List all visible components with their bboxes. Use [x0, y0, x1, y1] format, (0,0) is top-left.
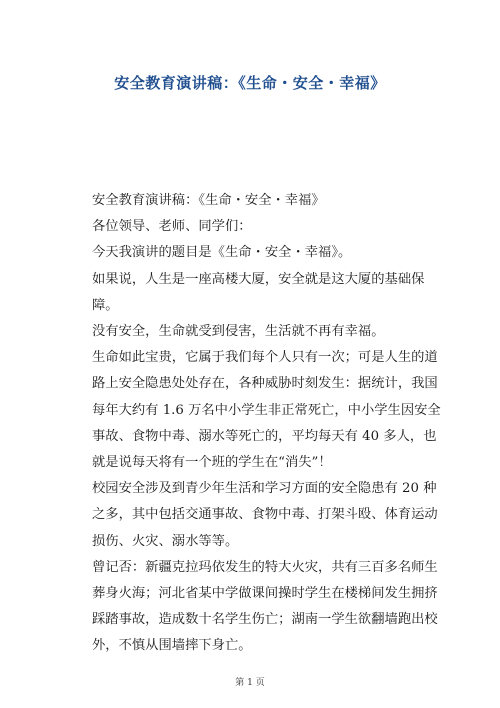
paragraph-statistics: 生命如此宝贵，它属于我们每个人只有一次；可是人生的道路上安全隐患处处存在，各种威胁时刻发生：据统计，我国每年大约有 1.6 万名中小学生非正常死亡，中小学生因安全事故、食物中毒、溺水等死亡的，平均每天有 40 多人，也就是说每天将有一个班的学生在“消失”！: [92, 350, 441, 471]
paragraph-campus-hazards: 校园安全涉及到青少年生活和学习方面的安全隐患有 20 种之多，其中包括交通事故、食物中毒、打架斗殴、体育运动损伤、火灾、溺水等等。: [92, 481, 438, 549]
paragraph-no-safety: 没有安全，生命就受到侵害，生活就不再有幸福。: [92, 324, 385, 340]
page-number: 第 1 页: [235, 678, 265, 688]
paragraph-metaphor: 如果说，人生是一座高楼大厦，安全就是这大厦的基础保障。: [92, 271, 425, 313]
document-body: [92, 188, 444, 660]
document-title: 安全教育演讲稿：《生命・安全・幸福》: [114, 74, 386, 92]
paragraph-topic: 今天我演讲的题目是《生命・安全・幸福》。: [92, 245, 352, 261]
paragraph-incidents: 曾记否：新疆克拉玛依发生的特大火灾，共有三百多名师生葬身火海；河北省某中学做课间操时学生在楼梯间发生拥挤踩踏事故，造成数十名学生伤亡；湖南一学生欲翻墙跑出校外，不慎从围墙摔下身亡。: [92, 559, 438, 654]
paragraph-salutation: 各位领导、老师、同学们：: [92, 219, 252, 235]
paragraph-heading: 安全教育演讲稿：《生命・安全・幸福》: [92, 193, 325, 208]
